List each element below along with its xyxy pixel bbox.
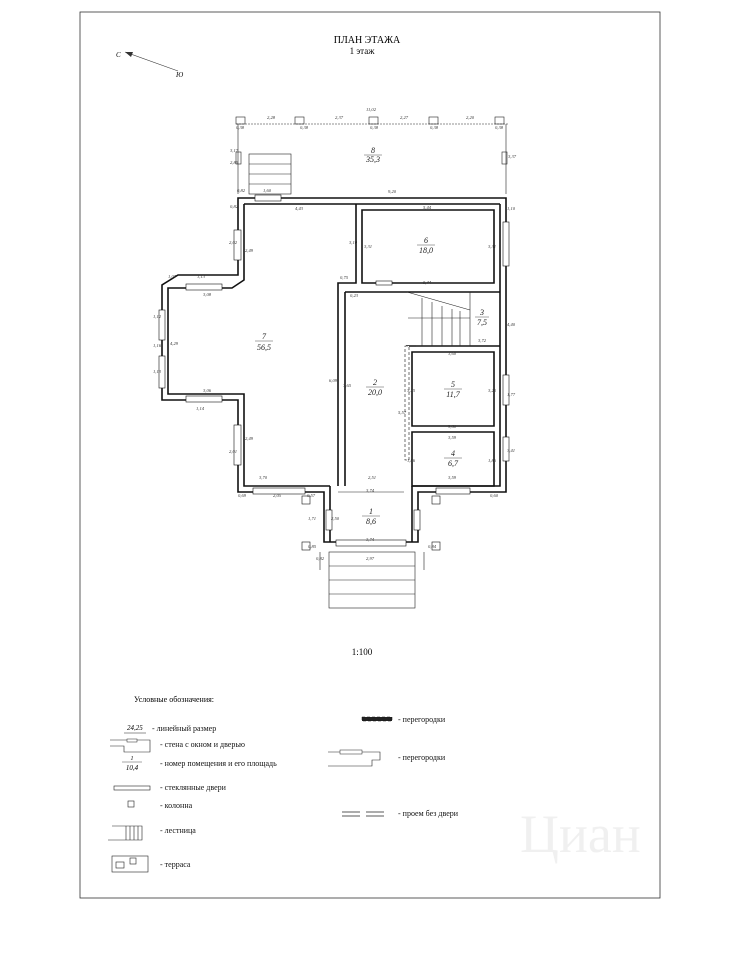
legend-item-dimension: - линейный размер [152, 724, 217, 733]
svg-text:5,44: 5,44 [423, 280, 432, 285]
svg-text:3,37: 3,37 [508, 154, 517, 159]
svg-text:4,43: 4,43 [295, 206, 304, 211]
column-icon [128, 801, 134, 807]
svg-text:0,38: 0,38 [370, 125, 379, 130]
svg-text:3,59: 3,59 [448, 475, 457, 480]
room-labels [255, 146, 489, 526]
svg-text:0,57: 0,57 [307, 493, 316, 498]
svg-text:3,25: 3,25 [407, 388, 416, 393]
svg-text:2,05: 2,05 [273, 493, 282, 498]
svg-text:8,6: 8,6 [366, 517, 376, 526]
svg-text:2,85: 2,85 [230, 160, 239, 165]
svg-text:20,0: 20,0 [368, 388, 382, 397]
svg-text:3,60: 3,60 [448, 351, 457, 356]
partition-hall [338, 204, 356, 486]
svg-text:8: 8 [371, 146, 375, 155]
svg-text:0,82: 0,82 [316, 556, 325, 561]
svg-text:1,86: 1,86 [488, 458, 497, 463]
svg-text:2,02: 2,02 [229, 240, 238, 245]
svg-text:3,17: 3,17 [230, 148, 239, 153]
svg-text:2,27: 2,27 [400, 115, 409, 120]
svg-text:3,60: 3,60 [448, 424, 457, 429]
svg-text:0,82: 0,82 [237, 188, 246, 193]
svg-text:3,31: 3,31 [488, 244, 497, 249]
svg-text:2,97: 2,97 [366, 556, 375, 561]
svg-text:0,84: 0,84 [428, 544, 437, 549]
svg-text:0,85: 0,85 [308, 544, 317, 549]
svg-text:0,38: 0,38 [430, 125, 439, 130]
svg-text:3,10: 3,10 [349, 240, 358, 245]
svg-text:2,37: 2,37 [335, 115, 344, 120]
doorless-opening-icon [342, 812, 384, 816]
legend-item-stairs: - лестница [160, 826, 196, 835]
plan [153, 107, 517, 608]
svg-text:3,41: 3,41 [507, 448, 516, 453]
svg-text:0,69: 0,69 [238, 493, 247, 498]
wall-window-door-icon [110, 739, 150, 752]
legend [108, 695, 459, 872]
svg-text:2,20: 2,20 [466, 115, 475, 120]
svg-text:0,82: 0,82 [230, 204, 239, 209]
svg-text:6,09: 6,09 [329, 378, 338, 383]
svg-text:2,28: 2,28 [267, 115, 276, 120]
svg-text:1,07: 1,07 [168, 274, 177, 279]
svg-text:2,49: 2,49 [245, 436, 254, 441]
legend-item-partition-hatched: - перегородки [398, 715, 446, 724]
svg-text:1,71: 1,71 [308, 516, 317, 521]
svg-text:3,72: 3,72 [478, 338, 487, 343]
dimension-sample: 24,25 [127, 724, 143, 732]
svg-text:1,12: 1,12 [153, 314, 162, 319]
svg-text:0,75: 0,75 [340, 275, 349, 280]
interior-stairs [407, 292, 470, 346]
svg-text:9,20: 9,20 [388, 189, 397, 194]
legend-item-wall-window-door: - стена с окном и дверью [160, 740, 245, 749]
svg-text:18,0: 18,0 [419, 246, 433, 255]
room-1-label [362, 507, 380, 526]
room-area-sample: 10,4 [125, 764, 139, 772]
svg-text:6: 6 [424, 236, 428, 245]
room-8-label [364, 146, 382, 164]
room-6-label [417, 236, 435, 255]
svg-text:0,60: 0,60 [490, 493, 499, 498]
legend-item-glass-door: - стеклянные двери [160, 783, 226, 792]
svg-text:6,7: 6,7 [448, 459, 458, 468]
svg-text:11,02: 11,02 [366, 107, 376, 112]
svg-text:3,74: 3,74 [366, 537, 375, 542]
svg-text:5: 5 [451, 380, 455, 389]
room-2-label [366, 378, 384, 397]
svg-text:1,10: 1,10 [507, 206, 516, 211]
partition-hatched [405, 346, 409, 460]
svg-text:3,70: 3,70 [259, 475, 268, 480]
partition-hatched-icon [362, 717, 392, 721]
terrace-icon [112, 856, 148, 872]
compass-arrow-icon [116, 51, 184, 79]
compass-south: Ю [176, 71, 184, 79]
svg-text:3,06: 3,06 [203, 388, 212, 393]
room-number-icon [122, 756, 142, 772]
room-3-label [475, 308, 489, 327]
svg-text:2,49: 2,49 [245, 248, 254, 253]
svg-text:2,51: 2,51 [368, 475, 377, 480]
svg-text:0,38: 0,38 [495, 125, 504, 130]
room-number-sample: 1 [130, 756, 134, 762]
svg-text:5,57: 5,57 [398, 410, 407, 415]
svg-text:7,65: 7,65 [343, 383, 352, 388]
svg-text:2: 2 [373, 378, 377, 387]
svg-text:1,60: 1,60 [263, 188, 272, 193]
stairs-icon [108, 826, 142, 840]
svg-text:1,14: 1,14 [196, 406, 205, 411]
legend-item-partition-wall: - перегородки [398, 753, 446, 762]
room-4-label [444, 449, 462, 468]
plan-subtitle: 1 этаж [349, 46, 375, 56]
legend-item-column: - колонна [160, 801, 193, 810]
svg-text:56,5: 56,5 [257, 343, 271, 352]
watermark-text: Циан [520, 804, 641, 864]
svg-text:1,86: 1,86 [407, 458, 416, 463]
svg-text:1,16: 1,16 [153, 343, 162, 348]
legend-item-room-number: - номер помещения и его площадь [160, 759, 277, 768]
svg-text:5,44: 5,44 [423, 205, 432, 210]
svg-text:4: 4 [451, 449, 455, 458]
svg-text:1,77: 1,77 [507, 392, 516, 397]
legend-item-terrace: - терраса [160, 860, 191, 869]
svg-text:3: 3 [480, 308, 484, 317]
compass-north: С [116, 51, 121, 59]
svg-text:0,38: 0,38 [236, 125, 245, 130]
svg-text:3,74: 3,74 [366, 488, 375, 493]
svg-text:0,38: 0,38 [300, 125, 309, 130]
svg-text:1,13: 1,13 [153, 369, 162, 374]
svg-text:1,13: 1,13 [197, 274, 206, 279]
svg-text:4,29: 4,29 [170, 341, 179, 346]
svg-text:0,23: 0,23 [350, 293, 359, 298]
legend-heading: Условные обозначения: [134, 695, 215, 704]
svg-text:35,3: 35,3 [366, 155, 380, 164]
svg-text:2,50: 2,50 [331, 516, 340, 521]
inner-wall-left [168, 204, 330, 486]
svg-text:11,7: 11,7 [446, 390, 460, 399]
legend-item-doorless-opening: - проем без двери [398, 809, 459, 818]
svg-text:3,25: 3,25 [488, 388, 497, 393]
scale-label: 1:100 [351, 647, 373, 657]
svg-text:7: 7 [262, 332, 266, 341]
room-5-label [444, 380, 462, 399]
svg-text:4,40: 4,40 [507, 322, 516, 327]
partition-wall-icon [328, 750, 380, 766]
windows [159, 195, 509, 546]
glass-door-icon [114, 786, 150, 790]
room-7-label [255, 332, 273, 352]
svg-text:7,5: 7,5 [477, 318, 487, 327]
svg-text:3,31: 3,31 [364, 244, 373, 249]
svg-text:1: 1 [369, 507, 373, 516]
svg-text:3,59: 3,59 [448, 435, 457, 440]
svg-text:3,08: 3,08 [203, 292, 212, 297]
svg-text:2,01: 2,01 [229, 449, 238, 454]
plan-title: ПЛАН ЭТАЖА [333, 35, 401, 46]
